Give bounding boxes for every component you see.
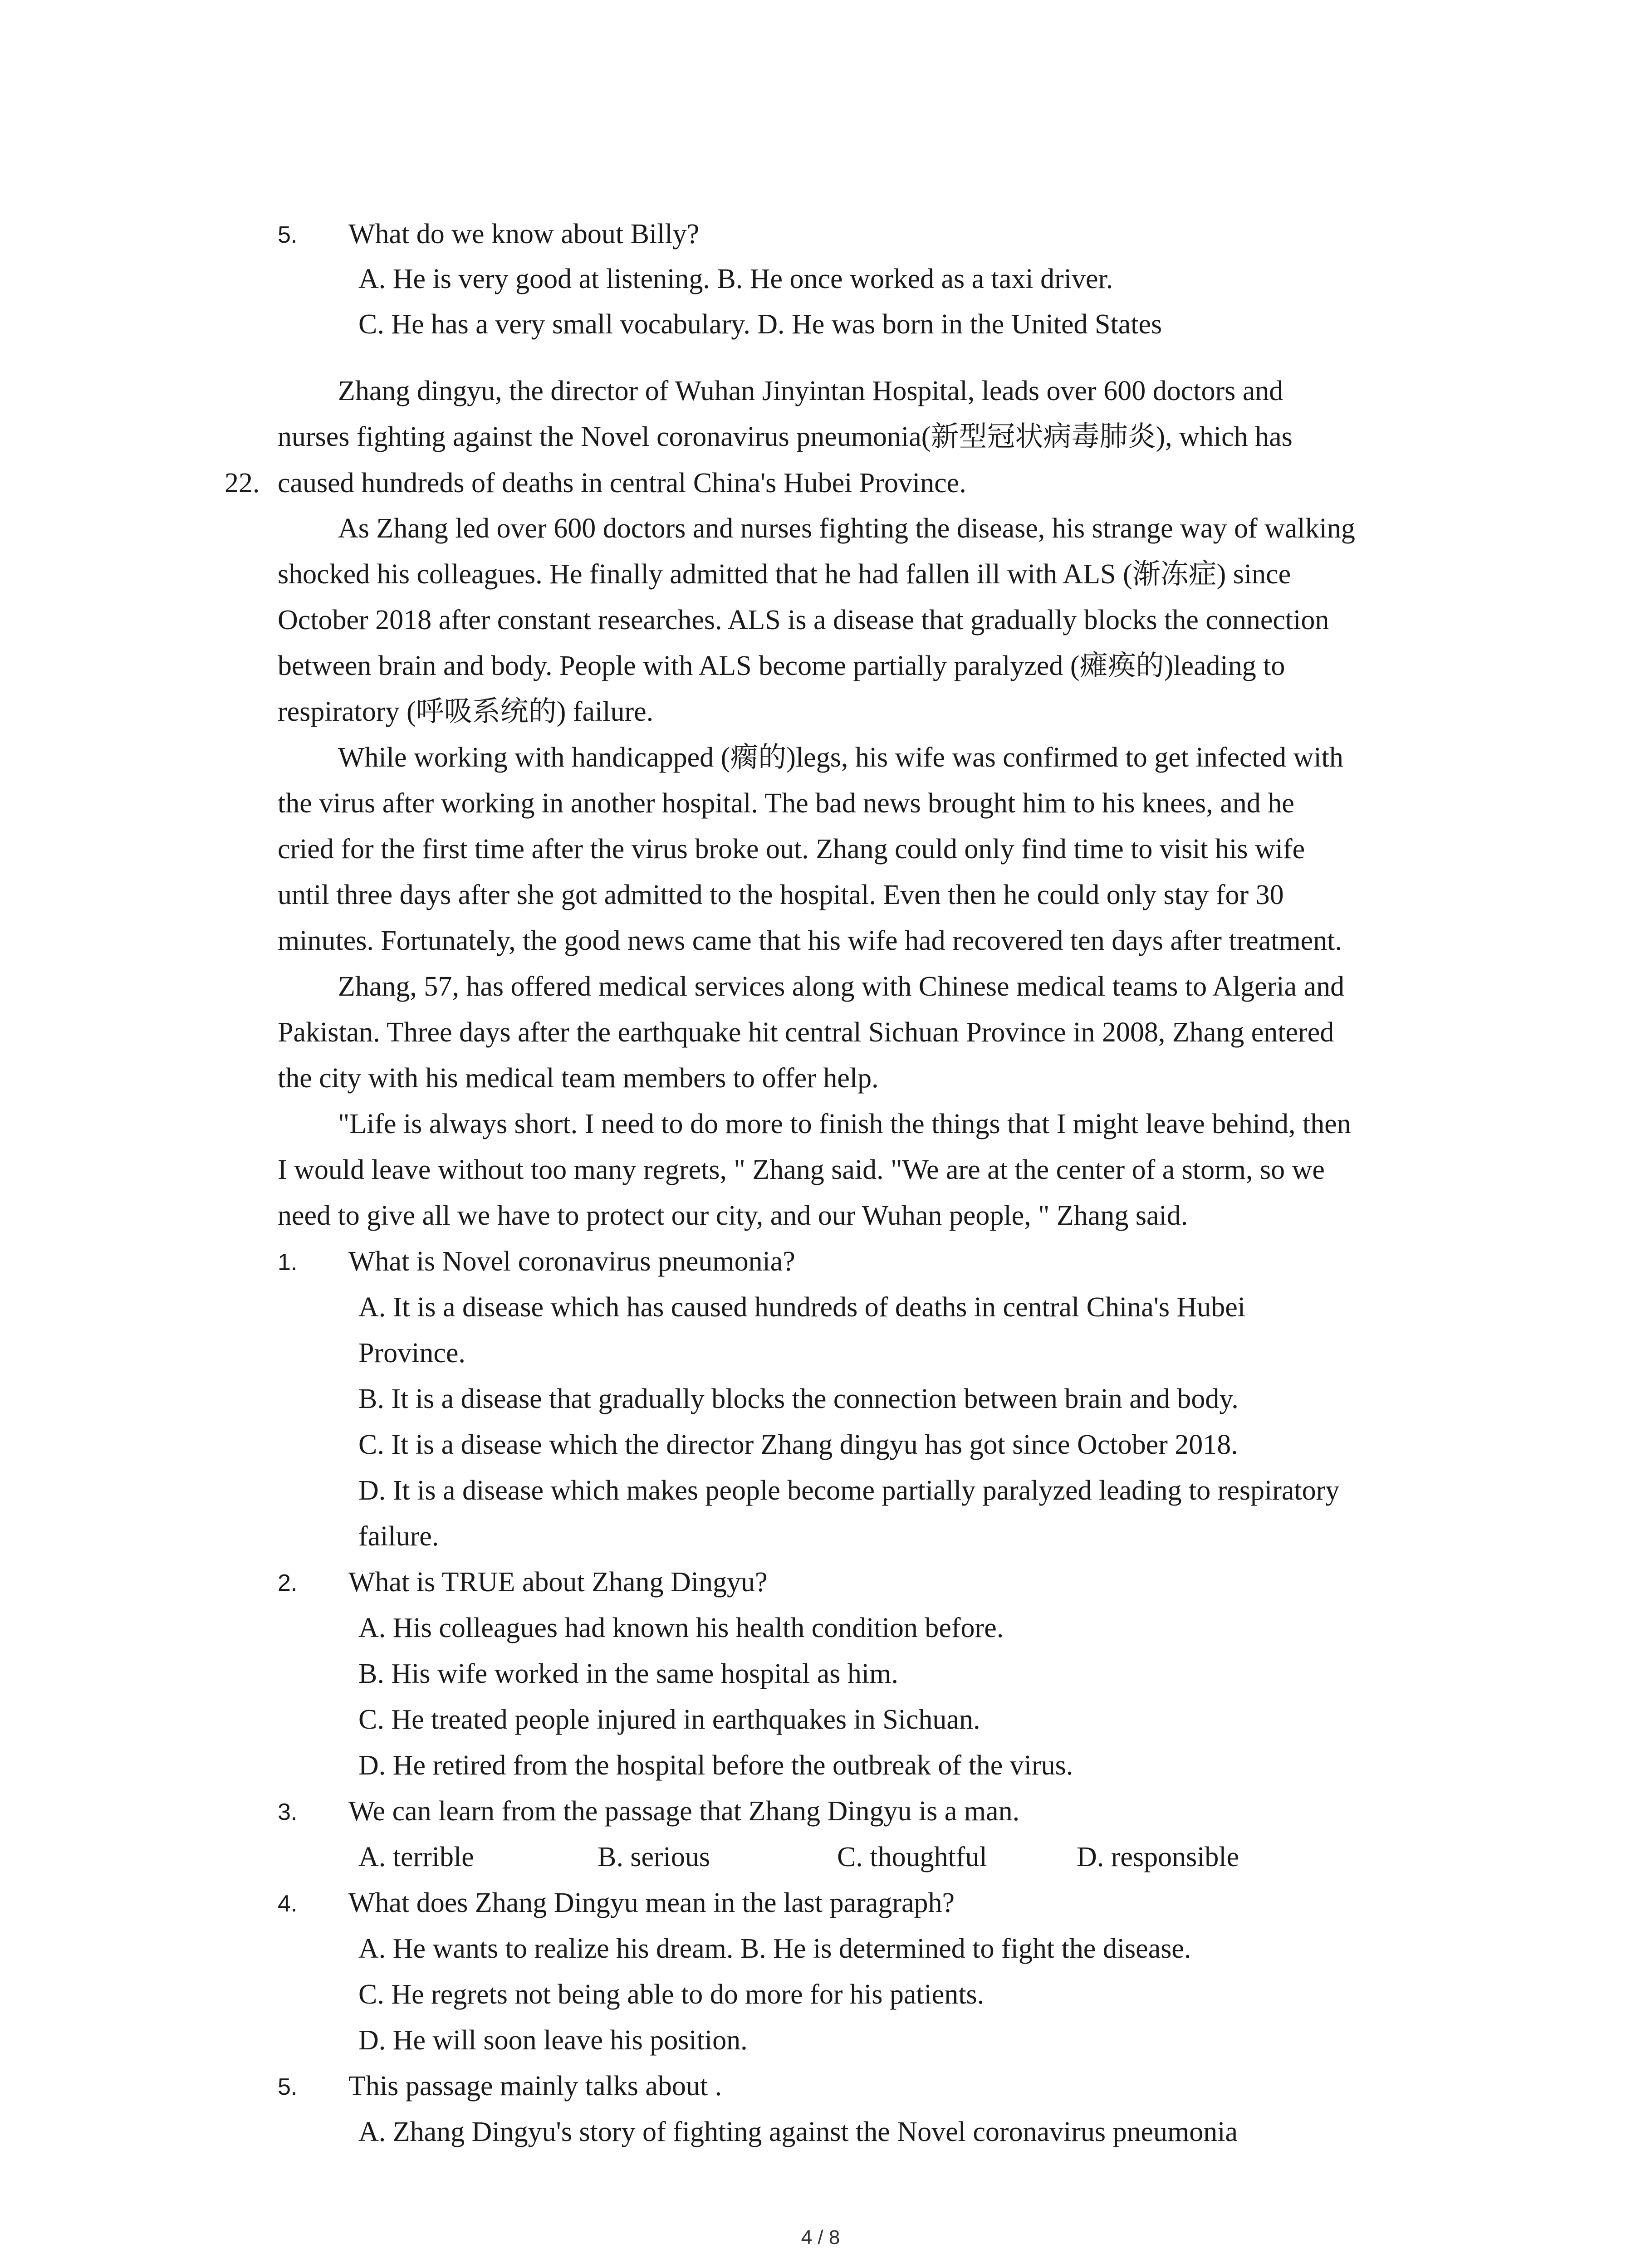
passage-line: While working with handicapped (瘸的)legs, his wife was confirmed to get infected with [338, 742, 1343, 773]
question-number: 2. [278, 1570, 298, 1596]
question-number: 5. [278, 222, 298, 248]
passage-line: Zhang dingyu, the director of Wuhan Jinyintan Hospital, leads over 600 doctors and [338, 376, 1283, 406]
answer-option: B. It is a disease that gradually blocks the connection between brain and body. [358, 1383, 1239, 1414]
passage-line: the city with his medical team members to offer help. [278, 1063, 879, 1094]
passage-line: between brain and body. People with ALS become partially paralyzed (瘫痪的)leading to [278, 650, 1285, 681]
question-stem: What is TRUE about Zhang Dingyu? [348, 1567, 768, 1598]
passage-line: shocked his colleagues. He finally admitted that he had fallen ill with ALS (渐冻症) since [278, 559, 1291, 590]
answer-option: B. His wife worked in the same hospital as him. [358, 1658, 898, 1689]
answer-option: C. He treated people injured in earthquakes in Sichuan. [358, 1704, 980, 1735]
answer-option: A. It is a disease which has caused hundreds of deaths in central China's Hubei [358, 1292, 1246, 1323]
question-number: 5. [278, 2074, 298, 2100]
answer-option: D. He retired from the hospital before the outbreak of the virus. [358, 1750, 1073, 1781]
answer-option: A. He wants to realize his dream. B. He is determined to fight the disease. [358, 1933, 1191, 1964]
answer-option: failure. [358, 1521, 439, 1552]
answer-option: D. It is a disease which makes people become partially paralyzed leading to respiratory [358, 1475, 1340, 1506]
question-number: 1. [278, 1249, 298, 1276]
question-stem: What is Novel coronavirus pneumonia? [348, 1246, 795, 1277]
question-stem: We can learn from the passage that Zhang Dingyu is a man. [348, 1796, 1020, 1827]
passage-line: cried for the first time after the virus broke out. Zhang could only find time to visit his wife [278, 834, 1305, 865]
passage-line: As Zhang led over 600 doctors and nurses fighting the disease, his strange way of walking [338, 513, 1355, 544]
answer-option: D. responsible [1077, 1842, 1239, 1872]
passage-line: need to give all we have to protect our city, and our Wuhan people, " Zhang said. [278, 1200, 1188, 1231]
question-number: 4. [278, 1891, 298, 1917]
answer-options: A. He is very good at listening. B. He once worked as a taxi driver. [358, 264, 1113, 294]
question-stem: What do we know about Billy? [348, 219, 700, 249]
passage-line: caused hundreds of deaths in central China's Hubei Province. [278, 468, 966, 499]
answer-option: B. serious [598, 1842, 710, 1872]
passage-line: the virus after working in another hospital. The bad news brought him to his knees, and he [278, 788, 1294, 819]
answer-option: C. thoughtful [837, 1842, 987, 1872]
question-number: 3. [278, 1799, 298, 1825]
passage-line: Zhang, 57, has offered medical services along with Chinese medical teams to Algeria and [338, 971, 1345, 1002]
answer-option: A. Zhang Dingyu's story of fighting against the Novel coronavirus pneumonia [358, 2116, 1238, 2147]
passage-line: I would leave without too many regrets, " Zhang said. "We are at the center of a storm, so we [278, 1154, 1325, 1185]
passage-line: until three days after she got admitted to the hospital. Even then he could only stay for 30 [278, 880, 1284, 910]
question-number: 22. [225, 468, 260, 499]
question-stem: What does Zhang Dingyu mean in the last paragraph? [348, 1887, 955, 1918]
answer-option: D. He will soon leave his position. [358, 2025, 748, 2056]
question-stem: This passage mainly talks about . [348, 2071, 722, 2102]
passage-line: minutes. Fortunately, the good news came that his wife had recovered ten days after treatment. [278, 925, 1342, 956]
answer-option: A. His colleagues had known his health condition before. [358, 1613, 1004, 1643]
answer-option: C. He regrets not being able to do more for his patients. [358, 1979, 985, 2010]
page-indicator: 4 / 8 [801, 2226, 840, 2248]
passage-line: October 2018 after constant researches. ALS is a disease that gradually blocks the connection [278, 605, 1329, 635]
passage-line: Pakistan. Three days after the earthquake hit central Sichuan Province in 2008, Zhang entered [278, 1017, 1334, 1048]
passage-line: "Life is always short. I need to do more to finish the things that I might leave behind, then [338, 1109, 1351, 1139]
answer-option: A. terrible [358, 1842, 474, 1872]
passage-line: nurses fighting against the Novel coronavirus pneumonia(新型冠状病毒肺炎), which has [278, 421, 1293, 452]
answer-option: C. It is a disease which the director Zhang dingyu has got since October 2018. [358, 1429, 1238, 1460]
answer-options: C. He has a very small vocabulary. D. He was born in the United States [358, 309, 1162, 340]
answer-option: Province. [358, 1338, 465, 1369]
passage-line: respiratory (呼吸系统的) failure. [278, 696, 654, 727]
